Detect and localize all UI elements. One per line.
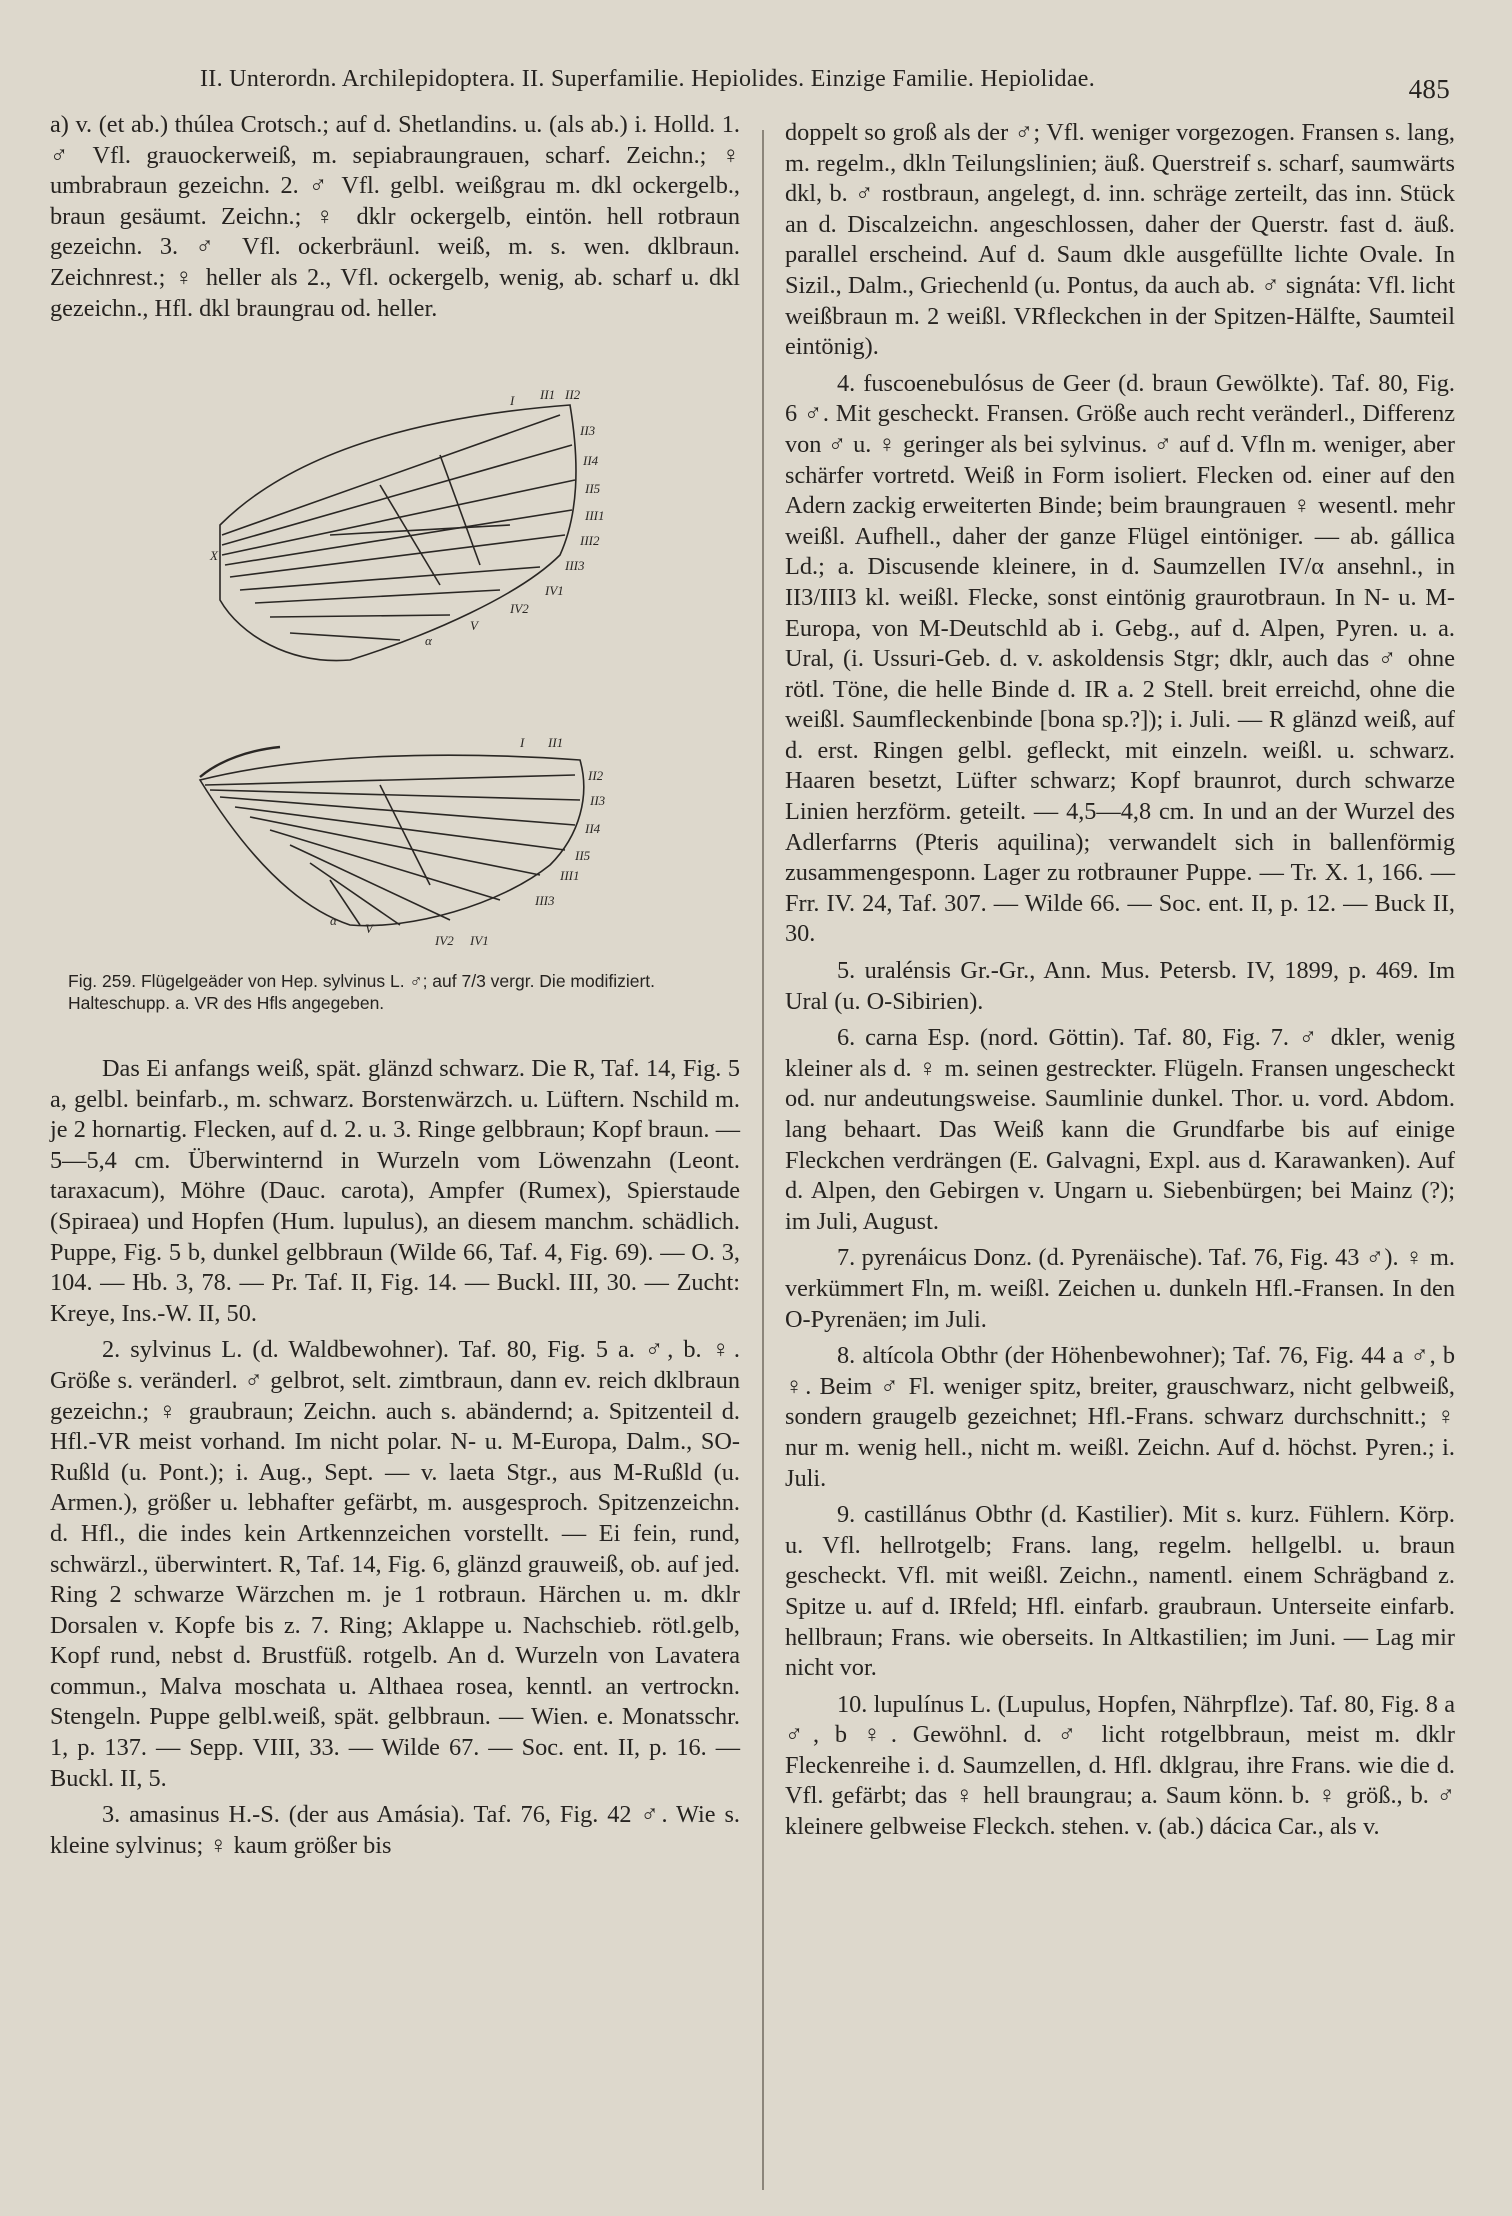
page-number: 485: [1408, 74, 1450, 104]
page-header: [200, 46, 1460, 106]
label-II2-hind: II2: [588, 768, 604, 783]
label-III1: III1: [585, 508, 605, 523]
entry-pyrenaicus: 7. pyrenáicus Donz. (d. Pyrenäische). Taf. 76, Fig. 43 ♂). ♀ m. verkümmert Fln, m. weißl. Zeichen u. dunkeln Hfl.-Fransen. In den O-Pyrenäen; im Juli.: [785, 1244, 1455, 1333]
hindwing-vein: [205, 775, 575, 785]
wing-venation-figure: [180, 385, 750, 975]
forewing-vein: [222, 445, 572, 545]
label-III3-hind: III3: [535, 893, 555, 908]
label-IV2-hind: IV2: [435, 933, 454, 948]
entry-carna: 6. carna Esp. (nord. Göttin). Taf. 80, Fig. 7. ♂ dkler, wenig kleiner als d. ♀ m. seinen gestreckter. Flügeln. Fransen ungescheckt od. nur andeutungsweise. Saumlinie dunkel. Thor. u. vord. Abdom. lang behaart. Das Weiß kann die Grundfarbe bis auf einige Fleckchen verdrängen (E. Galvagni, Expl. aus d. Karawanken). Auf d. Alpen, den Gebirgen v. Ungarn u. Siebenbürgen; bei Mainz (?); im Juli, August.: [785, 1024, 1455, 1235]
label-V: V: [470, 618, 478, 633]
forewing-vein: [290, 633, 400, 640]
forewing-vein: [255, 590, 500, 603]
forewing-vein: [270, 615, 450, 617]
figure-caption: Fig. 259. Flügelgeäder von Hep. sylvinus L. ♂; auf 7/3 vergr. Die modifiziert. Halteschupp. a. VR des Hfls angegeben.: [68, 971, 656, 1013]
hindwing-vein: [290, 845, 450, 920]
left-body-block: [50, 1054, 740, 1867]
entry-amasinus: 3. amasinus H.-S. (der aus Amásia). Taf. 76, Fig. 42 ♂. Wie s. kleine sylvinus; ♀ kaum größer bis: [50, 1801, 740, 1859]
left-top-block: [50, 110, 740, 375]
right-column: [785, 118, 1455, 1849]
label-alpha: α: [425, 633, 432, 648]
paragraph-amasinus-cont: doppelt so groß als der ♂; Vfl. weniger vorgezogen. Fransen s. lang, m. regelm., dkln Teilungslinien; äuß. Querstreif s. scharf, saumwärts dkl, b. ♂ rostbraun, angelegt, d. inn. schräge zerteilt, das inn. Stück an d. Discalzeichn. angeschlossen, daher der Querstr. fast d. äuß. parallel erscheind. Auf d. Saum dkle ausgefüllte lichte Ovale. In Sizil., Dalm., Griechenld (u. Pontus, da auch ab. ♂ signáta: Vfl. licht weißbraun m. 2 weißl. VRfleckchen in der Spitzen-Hälfte, Saumteil eintönig).: [785, 119, 1455, 361]
entry-alticola: 8. altícola Obthr (der Höhenbewohner); Taf. 76, Fig. 44 a ♂, b ♀. Beim ♂ Fl. weniger spitz, breiter, grauschwarz, nicht gelbweiß, sondern graugelb gezeichnet; Hfl.-Frans. schwarz durchschnitt.; ♀ nur m. wenig hell., nicht m. weißl. Zeichn. Auf d. höchst. Pyren.; i. Juli.: [785, 1342, 1455, 1492]
label-II4: II4: [583, 453, 599, 468]
forewing-vein: [222, 415, 560, 535]
hindwing-hair-tuft: [200, 747, 280, 777]
label-I-hind: I: [520, 735, 525, 750]
label-II5-hind: II5: [575, 848, 591, 863]
label-III1-hind: III1: [560, 868, 580, 883]
entry-sylvinus: 2. sylvinus L. (d. Waldbewohner). Taf. 80, Fig. 5 a. ♂, b. ♀. Größe s. veränderl. ♂ gelbrot, selt. zimtbraun, dann ev. reich dklbraun gezeichn.; ♀ graubraun; Zeichn. auch s. abändernd; a. Spitzenteil d. Hfl.-VR meist vorhand. Im nicht polar. N- u. M-Europa, Dalm., SO-Rußld (u. Pont.); i. Aug., Sept. — v. laeta Stgr., aus M-Rußld (u. Armen.), größer u. lebhafter gefärbt, m. ausgesproch. Spitzenzeichn. d. Hfl., die indes kein Artkennzeichen vorstellt. — Ei fein, rund, schwärzl., überwintert. R, Taf. 14, Fig. 6, glänzd grauweiß, ob. auf jed. Ring 2 schwarze Wärzchen m. je 1 rotbraun. Härchen u. m. dklr Dorsalen v. Kopfe bis z. 7. Ring; Aklappe u. Nachschieb. rötl.gelb, Kopf rund, nebst d. Brustfüß. rotgelb. An d. Wurzeln von Lavatera commun., Malva moschata u. Althaea rosea, kenntl. an vertrockn. Stengeln. Puppe gelbl.weiß, spät. gelbbraun. — Wien. e. Monatsschr. 1, p. 137. — Sepp. VIII, 33. — Wilde 67. — Soc. ent. II, p. 16. — Buckl. II, 5.: [50, 1336, 740, 1792]
entry-uralensis: 5. uralénsis Gr.-Gr., Ann. Mus. Petersb. IV, 1899, p. 469. Im Ural (u. O-Sibirien).: [785, 957, 1455, 1015]
label-IV1: IV1: [545, 583, 564, 598]
label-V-hind: V: [365, 921, 373, 936]
running-title: II. Unterordn. Archilepidoptera. II. Superfamilie. Hepiolides. Einzige Familie. Hepiolidae.: [200, 66, 1096, 92]
forewing-outline: [220, 405, 576, 661]
entry-castillanus: 9. castillánus Obthr (d. Kastilier). Mit s. kurz. Fühlern. Körp. u. Vfl. hellrotgelb; Frans. lang, regelm. hellgelbl. u. braun gescheckt. Vfl. mit weißl. Zeichn., namentl. einem Schrägband z. Spitze u. auf d. IRfeld; Hfl. einfarb. graubraun. Unterseite einfarb. hellbraun; Frans. wie oberseits. In Altkastilien; im Juni. — Lag mir nicht vor.: [785, 1501, 1455, 1682]
wing-venation-drawing: [180, 385, 750, 975]
hindwing-vein: [210, 790, 580, 800]
hindwing-vein: [235, 807, 565, 850]
label-III3: III3: [565, 558, 585, 573]
paragraph-thulea: a) v. (et ab.) thúlea Crotsch.; auf d. Shetlandins. u. (als ab.) i. Holld. 1. ♂ Vfl. grauockerweiß, m. sepiabraungrauen, scharf. Zeichn.; ♀ umbrabraun gezeichn. 2. ♂ Vfl. gelbl. weißgrau m. dkl ockergelb., braun gesäumt. Zeichn.; ♀ dklr ockergelb, eintön. hell rotbraun gezeichn. 3. ♂ Vfl. ockerbräunl. weiß, m. s. wen. dklbraun. Zeichnrest.; ♀ heller als 2., Vfl. ockergelb, wenig, ab. scharf u. dkl gezeichn., Hfl. dkl braungrau od. heller.: [50, 111, 740, 322]
label-II4-hind: II4: [585, 821, 601, 836]
label-II3: II3: [580, 423, 596, 438]
label-II1-hind: II1: [548, 735, 564, 750]
hindwing-vein: [310, 863, 400, 925]
hindwing-crossvein: [380, 785, 430, 885]
paragraph-egg-larva: Das Ei anfangs weiß, spät. glänzd schwarz. Die R, Taf. 14, Fig. 5 a, gelbl. beinfarb., m. schwarz. Borstenwärzch. u. Lüftern. Nschild m. je 2 hornartig. Flecken, auf d. 2. u. 3. Ringe gelbbraun; Kopf braun. — 5—5,4 cm. Überwinternd in Wurzeln vom Löwenzahn (Leont. taraxacum), Möhre (Dauc. carota), Ampfer (Rumex), Spierstaude (Spiraea) und Hopfen (Hum. lupulus), an diesem manchm. schädlich. Puppe, Fig. 5 b, dunkel gelbbraun (Wilde 66, Taf. 4, Fig. 69). — O. 3, 104. — Hb. 3, 78. — Pr. Taf. II, Fig. 14. — Buckl. III, 30. — Zucht: Kreye, Ins.-W. II, 50.: [50, 1055, 740, 1327]
label-II5: II5: [585, 481, 601, 496]
label-alpha-hind: α: [330, 913, 337, 928]
label-III2: III2: [580, 533, 600, 548]
label-I: I: [510, 393, 515, 408]
label-X: X: [210, 548, 218, 563]
entry-fuscoenebulosus: 4. fuscoenebulósus de Geer (d. braun Gewölkte). Taf. 80, Fig. 6 ♂. Mit gescheckt. Fransen. Größe auch recht veränderl., Differenz von ♂ u. ♀ geringer als bei sylvinus. ♂ auf d. Vfln m. weniger, aber schärfer vortretd. Weiß in Form isoliert. Flecken od. einer auf den Adern zackig erweiterten Binde; beim braungrauen ♀ wesentl. mehr weißl. Aufhell., daher der ganze Flügel eintöniger. — ab. gállica Ld.; a. Discusende kleinere, in d. Saumzellen IV/α ansehnl., in II3/III3 kl. weißl. Flecke, sonst eintönig graurotbraun. In N- u. M-Europa, von M-Deutschld ab i. Gebg., auf d. Alpen, Pyren. u. a. Ural, (i. Ussuri-Geb. d. v. askoldensis Stgr; dklr, auch das ♂ ohne rötl. Töne, die helle Binde d. IR a. 2 Stell. breit erreichd, ohne die weißl. Saumfleckenbinde [bona sp.?]); i. Juli. — R glänzd weiß, auf d. erst. Ringen gelbl. gefleckt, mit einzeln. weißl. u. schwarz. Haaren besetzt, Lüfter schwarz; Kopf braunrot, durch schwarze Linien herzförm. geteilt. — 4,5—4,8 cm. In und an der Wurzel des Adlerfarrns (Pteris aquilina); verwandelt sich in ballenförmig zusammengesponn. Lager zu rotbrauner Puppe. — Tr. X. 1, 166. — Frr. IV. 24, Taf. 307. — Wilde 66. — Soc. ent. II, p. 12. — Buck II, 30.: [785, 369, 1455, 948]
entry-lupulinus: 10. lupulínus L. (Lupulus, Hopfen, Nährpflze). Taf. 80, Fig. 8 a ♂, b ♀. Gewöhnl. d. ♂ licht rotgelbbraun, meist m. dklr Fleckenreihe i. d. Saumzellen, d. Hfl. dklgrau, ihre Frans. wie die d. Vfl. gefärbt; das ♀ hell braungrau; a. Saum könn. b. ♀ größ., b. ♂ kleinere gelbweise Fleckch. stehen. v. (ab.) dácica Car., als v.: [785, 1690, 1455, 1841]
label-IV1-hind: IV1: [470, 933, 489, 948]
forewing-crossvein: [380, 485, 440, 585]
column-divider: [762, 130, 764, 2190]
label-II2: II2: [565, 387, 581, 402]
label-II3-hind: II3: [590, 793, 606, 808]
label-II1: II1: [540, 387, 556, 402]
label-IV2: IV2: [510, 601, 529, 616]
